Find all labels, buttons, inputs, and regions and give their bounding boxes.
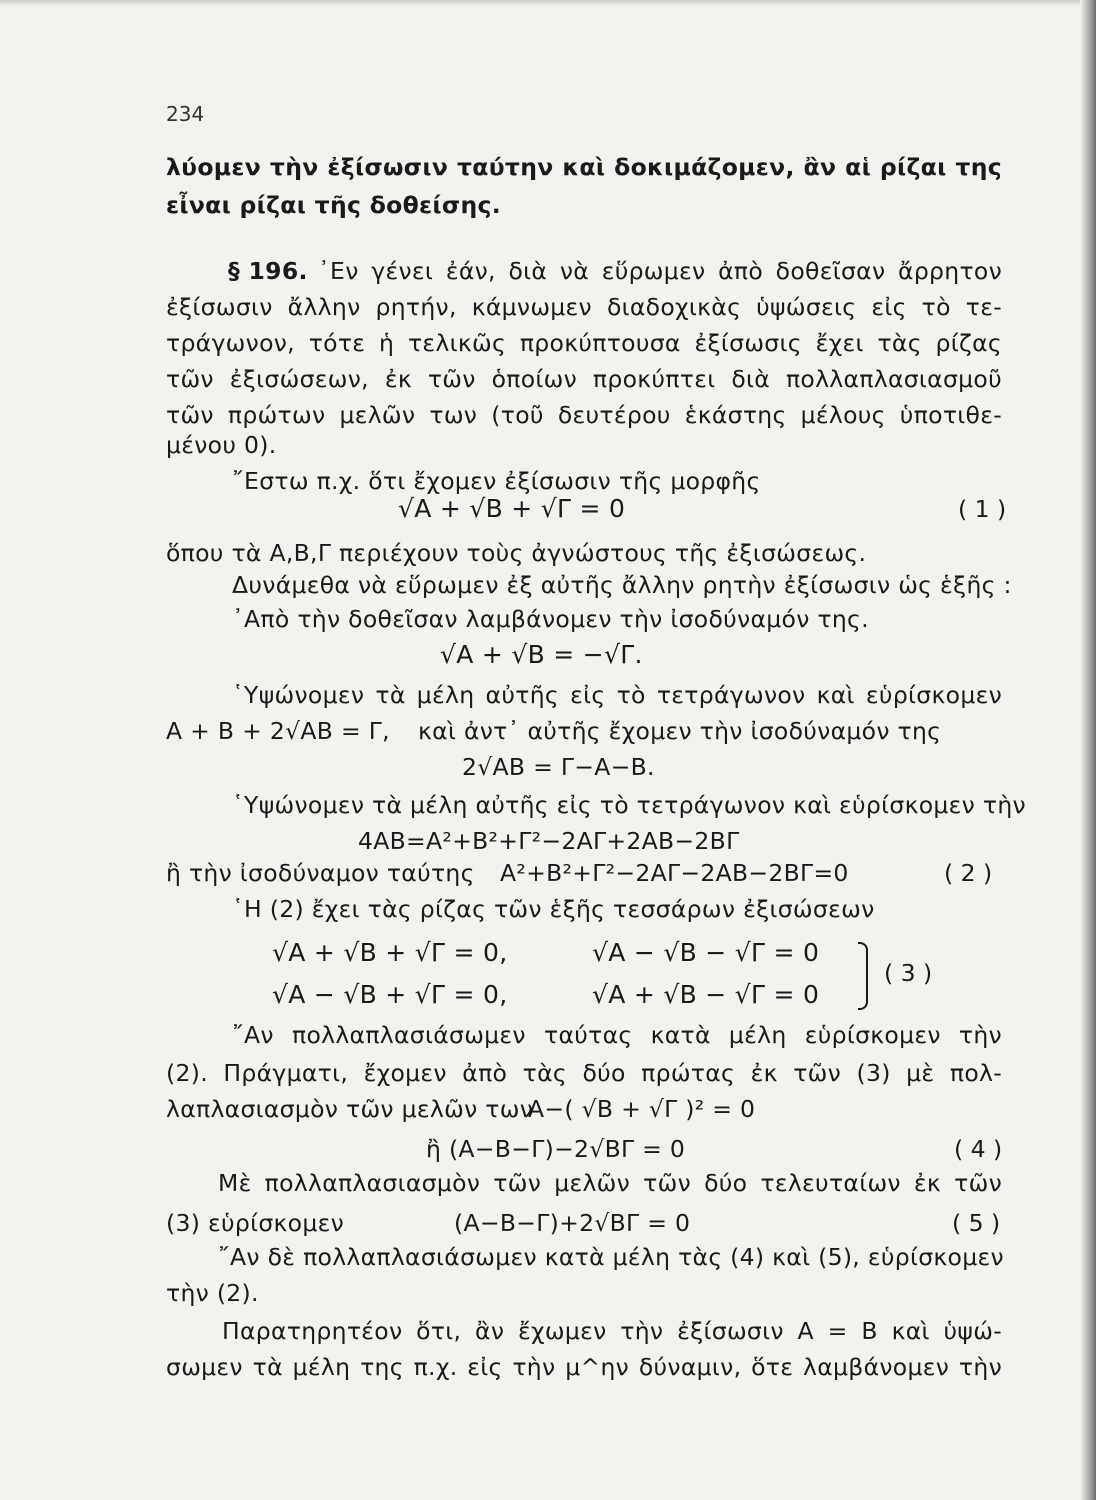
- equation-number: ( 3 ): [884, 959, 933, 987]
- text-line: ὅπου τὰ Α,Β,Γ περιέχουν τοὺς ἀγνώστους τῆς ἐξισώσεως.: [166, 539, 867, 567]
- text-line: τὴν (2).: [166, 1279, 259, 1307]
- text-line: τράγωνον, τότε ἡ τελικῶς προκύπτουσα ἐξίσωσις ἔχει τὰς ρίζας: [166, 329, 1002, 357]
- text-line: Δυνάμεθα νὰ εὕρωμεν ἐξ αὐτῆς ἄλλην ρητὴν ἐξίσωσιν ὡς ἑξῆς :: [232, 571, 1012, 599]
- text-line: ῎Αν δὲ πολλαπλασιάσωμεν κατὰ μέλη τὰς (4) καὶ (5), εὑρίσκομεν: [218, 1243, 1004, 1271]
- text-line: εἶναι ρίζαι τῆς δοθείσης.: [166, 191, 501, 219]
- text-line: μένου 0).: [166, 431, 277, 459]
- equation-inline: Α + Β + 2√ΑΒ = Γ,: [166, 717, 390, 745]
- text-line: (2). Πράγματι, ἔχομεν ἀπὸ τὰς δύο πρώτας ἐκ τῶν (3) μὲ πολ-: [166, 1059, 1002, 1087]
- text-line: ῎Εστω π.χ. ὅτι ἔχομεν ἐξίσωσιν τῆς μορφῆς: [232, 467, 761, 495]
- equation-4b: ἢ (Α−Β−Γ)−2√ΒΓ = 0: [426, 1135, 686, 1163]
- equation-inline: Α−( √B + √Γ )² = 0: [528, 1095, 756, 1123]
- text-line: ᾿Απὸ τὴν δοθεῖσαν λαμβάνομεν τὴν ἰσοδύναμόν της.: [232, 605, 869, 633]
- section-number: § 196.: [228, 257, 308, 285]
- text-line: ῾Υψώνομεν τὰ μέλη αὐτῆς εἰς τὸ τετράγωνον καὶ εὑρίσκομεν τὴν: [232, 791, 1026, 819]
- scan-top-edge: [0, 0, 1096, 6]
- system-equation: √A − √B + √Γ = 0,: [272, 980, 508, 1009]
- system-equation: √A − √B − √Γ = 0: [592, 938, 820, 967]
- text-line: ἢ τὴν ἰσοδύναμον ταύτης: [166, 859, 475, 887]
- text-line: τῶν πρώτων μελῶν των (τοῦ δευτέρου ἑκάστης μέλους ὑποτιθε-: [166, 401, 1002, 429]
- equation-inline: Α²+Β²+Γ²−2ΑΓ−2ΑΒ−2ΒΓ=0: [500, 859, 849, 887]
- text-line: ἐξίσωσιν ἄλλην ρητήν, κάμνωμεν διαδοχικὰς ὑψώσεις εἰς τὸ τε-: [166, 293, 1002, 321]
- text-line: ῾Η (2) ἔχει τὰς ρίζας τῶν ἑξῆς τεσσάρων ἐξισώσεων: [232, 895, 875, 923]
- text-line: λαπλασιασμὸν τῶν μελῶν των: [166, 1095, 534, 1123]
- equation-5: (Α−Β−Γ)+2√ΒΓ = 0: [454, 1209, 691, 1237]
- equation-number: ( 2 ): [944, 859, 993, 887]
- text-line: ᾿Εν γένει ἐάν, διὰ νὰ εὕρωμεν ἀπὸ δοθεῖσαν ἄρρητον: [318, 257, 1002, 285]
- system-equation: √A + √B − √Γ = 0: [592, 980, 820, 1009]
- scan-right-edge: [1080, 0, 1096, 1500]
- equation-number: ( 4 ): [954, 1135, 1003, 1163]
- text-line: λύομεν τὴν ἐξίσωσιν ταύτην καὶ δοκιμάζομεν, ἂν αἱ ρίζαι της: [166, 153, 1002, 181]
- page-number: 234: [166, 102, 205, 126]
- equation-number: ( 1 ): [958, 495, 1007, 523]
- equation-2: √A + √B = −√Γ.: [440, 640, 643, 669]
- system-brace: [858, 942, 868, 1010]
- system-equation: √A + √B + √Γ = 0,: [272, 938, 508, 967]
- text-line: Παρατηρητέον ὅτι, ἂν ἔχωμεν τὴν ἐξίσωσιν Α = Β καὶ ὑψώ-: [222, 1317, 1002, 1345]
- text-line: ῎Αν πολλαπλασιάσωμεν ταύτας κατὰ μέλη εὑρίσκομεν τὴν: [232, 1021, 1002, 1049]
- text-line: καὶ ἀντ᾿ αὐτῆς ἔχομεν τὴν ἰσοδύναμόν της: [418, 717, 942, 745]
- text-line: Μὲ πολλαπλασιασμὸν τῶν μελῶν τῶν δύο τελευταίων ἐκ τῶν: [218, 1169, 1002, 1197]
- text-line: τῶν ἐξισώσεων, ἐκ τῶν ὁποίων προκύπτει διὰ πολλαπλασιασμοῦ: [166, 365, 1002, 393]
- equation-number: ( 5 ): [952, 1209, 1001, 1237]
- text-line: σωμεν τὰ μέλη της π.χ. εἰς τὴν μ^ην δύναμιν, ὅτε λαμβάνομεν τὴν: [166, 1353, 1002, 1381]
- text-line: (3) εὑρίσκομεν: [166, 1209, 345, 1237]
- text-line: ῾Υψώνομεν τὰ μέλη αὐτῆς εἰς τὸ τετράγωνον καὶ εὑρίσκομεν: [232, 681, 1002, 709]
- equation-1: √A + √B + √Γ = 0: [398, 494, 626, 523]
- equation-4: 4ΑΒ=Α²+Β²+Γ²−2ΑΓ+2ΑΒ−2ΒΓ: [358, 827, 740, 855]
- equation-3: 2√ΑΒ = Γ−Α−Β.: [462, 753, 655, 781]
